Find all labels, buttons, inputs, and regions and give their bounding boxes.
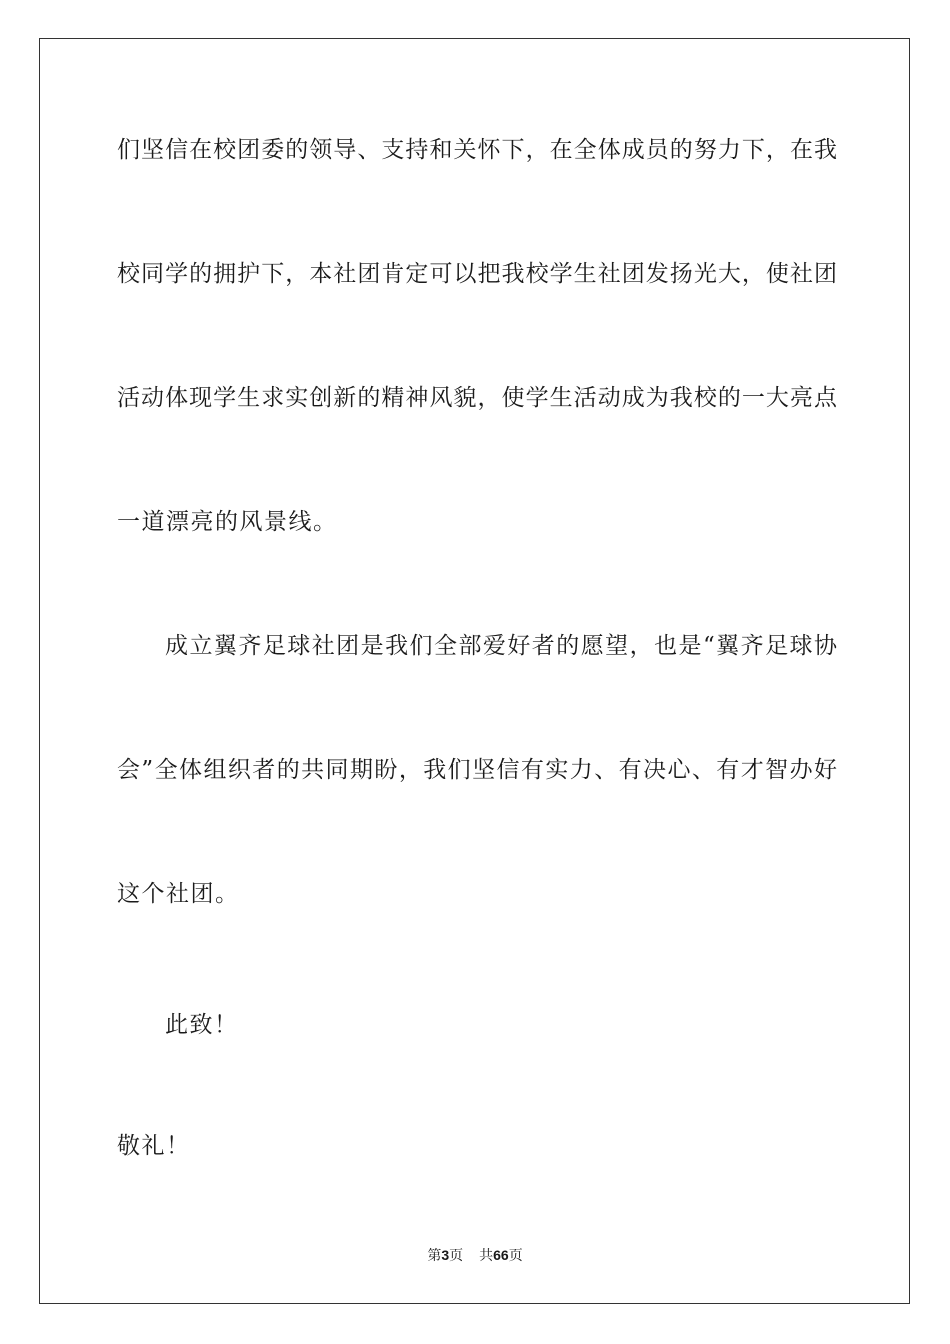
page-current: 3: [441, 1247, 450, 1263]
body-line-1: 们坚信在校团委的领导、支持和关怀下，在全体成员的努力下，在我: [117, 137, 837, 163]
body-line-6: 会”全体组织者的共同期盼，我们坚信有实力、有决心、有才智办好: [117, 757, 837, 783]
page-suffix: 页: [449, 1248, 464, 1264]
total-suffix: 页: [508, 1248, 523, 1264]
body-line-5: 成立翼齐足球社团是我们全部爱好者的愿望，也是“翼齐足球协: [165, 633, 837, 659]
closing-salutation: 此致！: [165, 1012, 239, 1038]
total-prefix: 共: [479, 1248, 494, 1264]
page-prefix: 第: [427, 1248, 442, 1264]
body-line-4: 一道漂亮的风景线。: [117, 509, 338, 535]
closing-regards: 敬礼！: [117, 1133, 191, 1159]
body-line-7: 这个社团。: [117, 881, 240, 907]
body-line-3: 活动体现学生求实创新的精神风貌，使学生活动成为我校的一大亮点: [117, 385, 837, 411]
page-total: 66: [493, 1247, 509, 1263]
body-line-2: 校同学的拥护下，本社团肯定可以把我校学生社团发扬光大，使社团: [117, 261, 837, 287]
page-border: [39, 38, 910, 1304]
page-footer: [0, 1246, 950, 1265]
